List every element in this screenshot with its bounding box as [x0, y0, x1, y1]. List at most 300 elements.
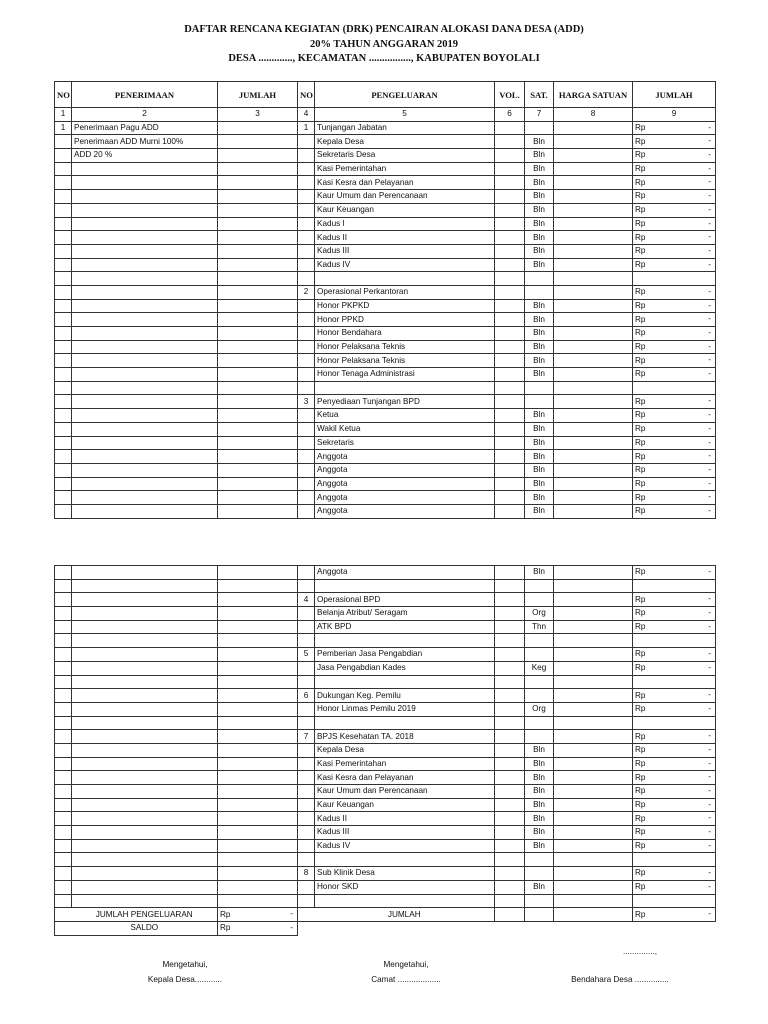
row-vol [495, 634, 525, 648]
row-no-pengeluaran [298, 340, 315, 354]
row-jumlah-penerimaan [218, 785, 298, 799]
row-jumlah [633, 634, 716, 648]
row-no-penerimaan [55, 491, 72, 505]
table-row [55, 272, 716, 286]
row-jumlah-penerimaan [218, 880, 298, 894]
row-jumlah-dash: - [708, 868, 711, 878]
table-row [55, 771, 716, 785]
row-no-penerimaan [55, 566, 72, 580]
row-jumlah-penerimaan [218, 395, 298, 409]
row-vol [495, 661, 525, 675]
row-jumlah-penerimaan [218, 299, 298, 313]
row-satuan [525, 395, 554, 409]
row-harga-satuan [554, 463, 633, 477]
row-jumlah-dash: - [708, 328, 711, 337]
row-satuan: Bln [525, 190, 554, 204]
saldo-row [55, 921, 716, 935]
row-jumlah-rp: Rp [635, 451, 646, 461]
row-harga-satuan [554, 566, 633, 580]
row-no-pengeluaran [298, 299, 315, 313]
row-harga-satuan [554, 395, 633, 409]
row-pengeluaran: ATK BPD [315, 620, 495, 634]
row-jumlah-penerimaan [218, 463, 298, 477]
table-row [55, 463, 716, 477]
row-no-pengeluaran [298, 162, 315, 176]
row-jumlah [633, 826, 716, 840]
row-jumlah-penerimaan [218, 771, 298, 785]
row-no-penerimaan [55, 436, 72, 450]
row-vol [495, 880, 525, 894]
row-jumlah [633, 450, 716, 464]
row-harga-satuan [554, 477, 633, 491]
row-satuan: Thn [525, 620, 554, 634]
row-harga-satuan [554, 894, 633, 908]
row-penerimaan [72, 395, 218, 409]
row-pengeluaran: Anggota [315, 463, 495, 477]
row-jumlah-dash: - [708, 813, 711, 823]
row-jumlah-penerimaan [218, 121, 298, 135]
row-vol [495, 504, 525, 518]
row-harga-satuan [554, 327, 633, 341]
row-no-penerimaan [55, 743, 72, 757]
row-penerimaan [72, 422, 218, 436]
row-no-penerimaan [55, 395, 72, 409]
row-vol [495, 826, 525, 840]
row-pengeluaran: Anggota [315, 450, 495, 464]
table-row [55, 135, 716, 149]
row-harga-satuan [554, 176, 633, 190]
row-pengeluaran: Honor Pelaksana Teknis [315, 340, 495, 354]
row-no-penerimaan [55, 867, 72, 881]
table-row [55, 162, 716, 176]
row-jumlah-rp: Rp [635, 608, 646, 618]
row-jumlah-penerimaan [218, 272, 298, 286]
row-harga-satuan [554, 785, 633, 799]
table-row [55, 149, 716, 163]
row-vol [495, 340, 525, 354]
row-vol [495, 135, 525, 149]
row-pengeluaran [315, 894, 495, 908]
header-row [55, 82, 716, 108]
row-vol [495, 730, 525, 744]
header-cell: HARGA SATUAN [554, 82, 633, 108]
header-cell: PENERIMAAN [72, 82, 218, 108]
row-harga-satuan [554, 743, 633, 757]
row-penerimaan [72, 716, 218, 730]
row-jumlah [633, 730, 716, 744]
row-no-pengeluaran [298, 771, 315, 785]
row-harga-satuan [554, 504, 633, 518]
row-satuan: Bln [525, 340, 554, 354]
row-no-penerimaan [55, 620, 72, 634]
row-no-penerimaan [55, 798, 72, 812]
row-harga-satuan [554, 409, 633, 423]
table-row [55, 757, 716, 771]
row-jumlah [633, 244, 716, 258]
row-no-penerimaan [55, 285, 72, 299]
row-satuan [525, 381, 554, 395]
row-jumlah [633, 477, 716, 491]
row-no-penerimaan [55, 217, 72, 231]
row-satuan: Keg [525, 661, 554, 675]
row-no-penerimaan [55, 450, 72, 464]
row-pengeluaran: Wakil Ketua [315, 422, 495, 436]
table-row [55, 607, 716, 621]
row-jumlah [633, 716, 716, 730]
row-penerimaan [72, 258, 218, 272]
row-jumlah-penerimaan [218, 313, 298, 327]
row-jumlah [633, 299, 716, 313]
row-jumlah-penerimaan [218, 381, 298, 395]
row-satuan: Bln [525, 409, 554, 423]
row-jumlah-dash: - [708, 840, 711, 850]
header-cell: NO [55, 82, 72, 108]
row-no-pengeluaran [298, 258, 315, 272]
column-number-cell: 8 [554, 108, 633, 122]
row-pengeluaran: Dukungan Keg. Pemilu [315, 689, 495, 703]
row-jumlah [633, 313, 716, 327]
row-jumlah-dash: - [708, 649, 711, 659]
row-penerimaan [72, 299, 218, 313]
row-jumlah-dash: - [708, 163, 711, 173]
row-satuan: Bln [525, 504, 554, 518]
row-harga-satuan [554, 381, 633, 395]
row-no-pengeluaran [298, 702, 315, 716]
row-penerimaan [72, 354, 218, 368]
table-row [55, 491, 716, 505]
table-row [55, 716, 716, 730]
row-jumlah [633, 231, 716, 245]
row-harga-satuan [554, 880, 633, 894]
row-penerimaan [72, 867, 218, 881]
row-vol [495, 162, 525, 176]
row-vol [495, 272, 525, 286]
row-pengeluaran: Ketua [315, 409, 495, 423]
row-no-pengeluaran [298, 203, 315, 217]
row-no-penerimaan [55, 648, 72, 662]
jumlah-pengeluaran-value: Rp - [218, 908, 298, 922]
table-row [55, 368, 716, 382]
row-jumlah [633, 785, 716, 799]
row-satuan [525, 648, 554, 662]
row-jumlah-penerimaan [218, 176, 298, 190]
row-penerimaan: Penerimaan ADD Murni 100% [72, 135, 218, 149]
row-jumlah-dash: - [708, 245, 711, 255]
row-jumlah-dash: - [708, 204, 711, 214]
row-no-penerimaan [55, 313, 72, 327]
row-jumlah-rp: Rp [635, 287, 646, 297]
table-row [55, 436, 716, 450]
row-satuan [525, 593, 554, 607]
row-no-penerimaan [55, 299, 72, 313]
row-no-penerimaan [55, 853, 72, 867]
row-vol [495, 593, 525, 607]
row-jumlah-penerimaan [218, 826, 298, 840]
row-harga-satuan [554, 648, 633, 662]
row-penerimaan: ADD 20 % [72, 149, 218, 163]
row-no-pengeluaran: 3 [298, 395, 315, 409]
column-number-cell: 4 [298, 108, 315, 122]
row-no-pengeluaran [298, 812, 315, 826]
row-no-penerimaan [55, 149, 72, 163]
row-jumlah-dash: - [708, 492, 711, 502]
row-satuan: Bln [525, 771, 554, 785]
row-no-pengeluaran [298, 244, 315, 258]
row-no-penerimaan [55, 826, 72, 840]
row-jumlah-dash: - [708, 505, 711, 515]
row-vol [495, 894, 525, 908]
row-pengeluaran: Honor Tenaga Administrasi [315, 368, 495, 382]
row-pengeluaran [315, 634, 495, 648]
row-pengeluaran: Kadus IV [315, 258, 495, 272]
row-vol [495, 381, 525, 395]
row-jumlah-penerimaan [218, 579, 298, 593]
column-number-cell: 6 [495, 108, 525, 122]
row-no-penerimaan [55, 880, 72, 894]
row-no-penerimaan [55, 785, 72, 799]
row-pengeluaran: Kaur Umum dan Perencanaan [315, 190, 495, 204]
row-no-penerimaan [55, 730, 72, 744]
row-jumlah-dash: - [708, 136, 711, 146]
row-no-pengeluaran [298, 354, 315, 368]
row-jumlah-rp: Rp [635, 786, 646, 796]
row-pengeluaran: Kadus I [315, 217, 495, 231]
table-row [55, 231, 716, 245]
row-pengeluaran: Pemberian Jasa Pengabdian [315, 648, 495, 662]
row-pengeluaran: Honor PKPKD [315, 299, 495, 313]
row-jumlah-penerimaan [218, 217, 298, 231]
row-jumlah-penerimaan [218, 244, 298, 258]
row-no-pengeluaran [298, 716, 315, 730]
row-jumlah-penerimaan [218, 702, 298, 716]
row-pengeluaran: Kadus III [315, 826, 495, 840]
row-no-pengeluaran [298, 743, 315, 757]
row-pengeluaran: Honor SKD [315, 880, 495, 894]
row-no-penerimaan [55, 894, 72, 908]
row-no-penerimaan [55, 593, 72, 607]
table-row [55, 285, 716, 299]
row-harga-satuan [554, 853, 633, 867]
row-penerimaan [72, 203, 218, 217]
row-no-pengeluaran [298, 675, 315, 689]
row-satuan: Bln [525, 299, 554, 313]
row-pengeluaran: Kasi Pemerintahan [315, 757, 495, 771]
row-jumlah-penerimaan [218, 409, 298, 423]
row-no-pengeluaran [298, 504, 315, 518]
row-pengeluaran: Kaur Keuangan [315, 798, 495, 812]
row-jumlah-dash: - [708, 314, 711, 324]
row-jumlah-penerimaan [218, 894, 298, 908]
row-penerimaan [72, 661, 218, 675]
row-jumlah-dash: - [708, 259, 711, 269]
row-harga-satuan [554, 839, 633, 853]
column-number-cell: 3 [218, 108, 298, 122]
table-row [55, 409, 716, 423]
row-jumlah-dash: - [708, 662, 711, 672]
row-jumlah-rp: Rp [635, 622, 646, 632]
row-satuan: Bln [525, 826, 554, 840]
row-satuan [525, 579, 554, 593]
row-satuan: Bln [525, 313, 554, 327]
row-jumlah-rp: Rp [635, 150, 646, 160]
row-jumlah [633, 566, 716, 580]
table-row [55, 675, 716, 689]
row-jumlah-dash: - [708, 731, 711, 741]
row-vol [495, 771, 525, 785]
row-jumlah [633, 867, 716, 881]
table-row [55, 661, 716, 675]
row-jumlah-rp: Rp [635, 882, 646, 892]
row-jumlah [633, 381, 716, 395]
row-pengeluaran: Honor Linmas Pemilu 2019 [315, 702, 495, 716]
row-penerimaan [72, 689, 218, 703]
row-penerimaan [72, 217, 218, 231]
row-jumlah [633, 203, 716, 217]
signature-left-line2: Kepala Desa............ [147, 975, 223, 984]
row-jumlah-penerimaan [218, 162, 298, 176]
row-vol [495, 607, 525, 621]
row-no-penerimaan [55, 716, 72, 730]
row-harga-satuan [554, 675, 633, 689]
row-satuan: Bln [525, 785, 554, 799]
column-number-cell: 2 [72, 108, 218, 122]
row-jumlah-rp: Rp [635, 410, 646, 420]
signature-middle-line2: Camat ................... [371, 975, 441, 984]
row-jumlah [633, 409, 716, 423]
row-vol [495, 853, 525, 867]
row-satuan [525, 894, 554, 908]
row-vol [495, 176, 525, 190]
row-jumlah-rp: Rp [635, 205, 646, 215]
row-jumlah-rp: Rp [635, 567, 646, 577]
row-jumlah [633, 593, 716, 607]
row-penerimaan [72, 593, 218, 607]
row-jumlah [633, 702, 716, 716]
row-vol [495, 121, 525, 135]
row-pengeluaran: Kadus II [315, 812, 495, 826]
row-penerimaan [72, 757, 218, 771]
row-no-penerimaan [55, 689, 72, 703]
row-jumlah-dash: - [708, 621, 711, 631]
row-satuan [525, 730, 554, 744]
row-penerimaan [72, 285, 218, 299]
header-cell: JUMLAH [218, 82, 298, 108]
row-jumlah-rp: Rp [635, 369, 646, 379]
row-jumlah-rp: Rp [635, 841, 646, 851]
table-row [55, 477, 716, 491]
row-harga-satuan [554, 450, 633, 464]
row-jumlah-rp: Rp [635, 355, 646, 365]
row-no-pengeluaran [298, 409, 315, 423]
row-jumlah [633, 217, 716, 231]
row-jumlah-rp: Rp [635, 218, 646, 228]
row-vol [495, 620, 525, 634]
row-satuan: Bln [525, 491, 554, 505]
row-no-penerimaan [55, 135, 72, 149]
row-vol [495, 149, 525, 163]
row-jumlah [633, 121, 716, 135]
row-harga-satuan [554, 231, 633, 245]
row-jumlah-rp: Rp [635, 300, 646, 310]
row-penerimaan [72, 409, 218, 423]
row-pengeluaran: Anggota [315, 491, 495, 505]
row-jumlah [633, 757, 716, 771]
table-row [55, 743, 716, 757]
row-vol [495, 716, 525, 730]
row-jumlah [633, 812, 716, 826]
table-row [55, 258, 716, 272]
row-jumlah-penerimaan [218, 354, 298, 368]
row-satuan: Bln [525, 839, 554, 853]
table-row [55, 203, 716, 217]
row-jumlah-rp: Rp [635, 177, 646, 187]
row-harga-satuan [554, 689, 633, 703]
row-jumlah-penerimaan [218, 190, 298, 204]
row-jumlah-dash: - [708, 410, 711, 420]
row-jumlah-rp: Rp [635, 492, 646, 502]
row-satuan: Org [525, 607, 554, 621]
row-jumlah-dash: - [708, 799, 711, 809]
row-harga-satuan [554, 285, 633, 299]
table-row [55, 579, 716, 593]
row-harga-satuan [554, 436, 633, 450]
row-no-pengeluaran [298, 607, 315, 621]
table-row [55, 798, 716, 812]
row-no-pengeluaran [298, 149, 315, 163]
row-jumlah-penerimaan [218, 368, 298, 382]
row-penerimaan [72, 648, 218, 662]
row-jumlah-rp: Rp [635, 328, 646, 338]
row-jumlah [633, 648, 716, 662]
table-row [55, 730, 716, 744]
row-no-penerimaan [55, 504, 72, 518]
row-vol [495, 812, 525, 826]
row-satuan [525, 716, 554, 730]
signature-right-line2: Bendahara Desa ............... [571, 975, 669, 984]
row-jumlah-penerimaan [218, 436, 298, 450]
row-pengeluaran [315, 853, 495, 867]
row-jumlah-rp: Rp [635, 704, 646, 714]
row-harga-satuan [554, 203, 633, 217]
row-pengeluaran: Anggota [315, 477, 495, 491]
signature-left-line1: Mengetahui, [162, 960, 208, 969]
row-pengeluaran [315, 675, 495, 689]
row-jumlah-penerimaan [218, 839, 298, 853]
row-vol [495, 702, 525, 716]
jumlah-pengeluaran-label: JUMLAH PENGELUARAN [72, 908, 218, 922]
row-no-pengeluaran [298, 661, 315, 675]
row-no-penerimaan [55, 771, 72, 785]
row-no-penerimaan [55, 258, 72, 272]
row-jumlah-penerimaan [218, 853, 298, 867]
row-jumlah-rp: Rp [635, 594, 646, 604]
row-jumlah-penerimaan [218, 477, 298, 491]
row-harga-satuan [554, 491, 633, 505]
row-vol [495, 203, 525, 217]
row-no-pengeluaran [298, 176, 315, 190]
table-row [55, 381, 716, 395]
row-vol [495, 675, 525, 689]
row-no-penerimaan [55, 675, 72, 689]
row-jumlah-dash: - [708, 608, 711, 618]
row-vol [495, 566, 525, 580]
row-jumlah-penerimaan [218, 798, 298, 812]
row-jumlah-penerimaan [218, 730, 298, 744]
row-satuan: Bln [525, 812, 554, 826]
row-harga-satuan [554, 579, 633, 593]
row-satuan [525, 285, 554, 299]
row-no-pengeluaran [298, 839, 315, 853]
